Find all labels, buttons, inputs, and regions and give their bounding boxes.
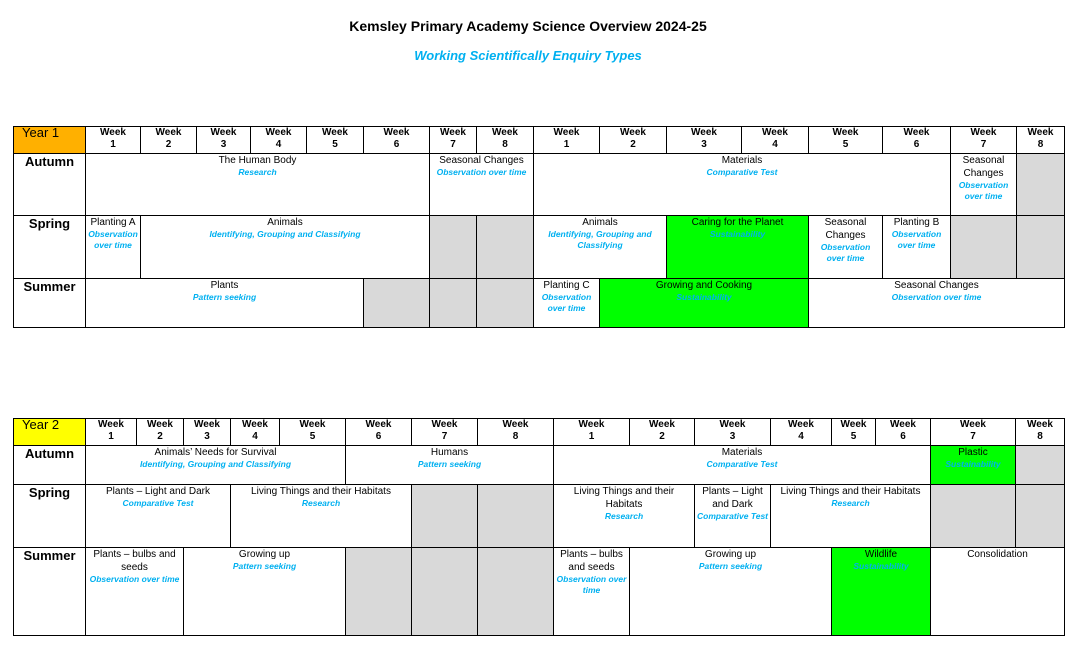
week-header: Week 7 — [951, 127, 1017, 154]
week-header: Week 2 — [630, 419, 695, 446]
week-header: Week 8 — [1016, 419, 1065, 446]
unit-enquiry: Sustainability — [945, 459, 1001, 469]
unit-cell — [534, 154, 951, 216]
empty-cell — [1017, 154, 1065, 216]
unit-cell — [554, 446, 931, 485]
unit-topic: Planting B — [893, 217, 940, 228]
term-spring: Spring — [14, 216, 86, 279]
unit-topic: Living Things and their Habitats — [573, 486, 675, 510]
unit-topic: Growing up — [704, 549, 757, 560]
week-header: Week 1 — [86, 419, 137, 446]
unit-topic: The Human Body — [218, 155, 297, 166]
week-header: Week 1 — [534, 127, 600, 154]
unit-topic: Growing and Cooking — [655, 280, 753, 291]
term-autumn: Autumn — [14, 446, 86, 485]
empty-cell — [931, 485, 1016, 548]
unit-enquiry: Observation over time — [89, 574, 180, 584]
unit-cell — [554, 485, 695, 548]
unit-enquiry: Observation over time — [820, 242, 871, 263]
unit-enquiry: Observation over time — [436, 167, 527, 177]
unit-cell — [534, 279, 600, 328]
week-header: Week 8 — [1017, 127, 1065, 154]
week-header: Week 7 — [430, 127, 477, 154]
page-subtitle: Working Scientifically Enquiry Types — [414, 48, 642, 63]
unit-topic: Living Things and their Habitats — [780, 486, 921, 497]
term-summer: Summer — [14, 548, 86, 636]
empty-cell — [430, 216, 477, 279]
unit-enquiry: Observation over time — [891, 292, 982, 302]
unit-topic: Seasonal Changes — [824, 217, 867, 241]
term-autumn: Autumn — [14, 154, 86, 216]
unit-enquiry: Research — [301, 498, 341, 508]
empty-cell — [477, 279, 534, 328]
unit-topic: Humans — [430, 447, 469, 458]
year1-label: Year 1 — [14, 127, 86, 154]
unit-cell — [231, 485, 412, 548]
unit-cell — [832, 548, 931, 636]
empty-cell — [951, 216, 1017, 279]
week-header: Week 6 — [883, 127, 951, 154]
unit-enquiry: Identifying, Grouping and Classifying — [139, 459, 292, 469]
empty-cell — [1016, 485, 1065, 548]
empty-cell — [477, 216, 534, 279]
week-header: Week 4 — [231, 419, 280, 446]
unit-enquiry: Identifying, Grouping and Classifying — [548, 229, 652, 250]
unit-cell — [771, 485, 931, 548]
unit-cell — [86, 216, 141, 279]
week-header: Week 2 — [600, 127, 667, 154]
week-header: Week 1 — [554, 419, 630, 446]
year2-label: Year 2 — [14, 419, 86, 446]
unit-enquiry: Identifying, Grouping and Classifying — [209, 229, 361, 239]
unit-enquiry: Pattern seeking — [698, 561, 763, 571]
unit-enquiry: Pattern seeking — [232, 561, 297, 571]
unit-topic: Plants — [210, 280, 239, 291]
unit-cell — [667, 216, 809, 279]
unit-enquiry: Comparative Test — [122, 498, 194, 508]
unit-enquiry: Pattern seeking — [192, 292, 257, 302]
unit-cell — [630, 548, 832, 636]
unit-enquiry: Research — [831, 498, 870, 508]
week-header: Week 3 — [184, 419, 231, 446]
unit-enquiry: Research — [238, 167, 277, 177]
unit-topic: Planting A — [90, 217, 136, 228]
empty-cell — [412, 485, 478, 548]
page-title: Kemsley Primary Academy Science Overview 2024-25 — [349, 18, 707, 34]
unit-topic: Plants – Light and Dark — [106, 486, 210, 497]
unit-cell — [430, 154, 534, 216]
unit-cell — [184, 548, 346, 636]
unit-cell — [141, 216, 430, 279]
unit-topic: Plants – bulbs and seeds — [560, 549, 623, 573]
unit-cell — [86, 279, 364, 328]
week-header: Week 5 — [809, 127, 883, 154]
unit-enquiry: Sustainability — [853, 561, 909, 571]
unit-topic: Planting C — [543, 280, 590, 291]
unit-topic: Seasonal Changes — [962, 155, 1005, 179]
week-header: Week 4 — [771, 419, 832, 446]
week-header: Week 1 — [86, 127, 141, 154]
unit-cell — [809, 216, 883, 279]
unit-cell — [931, 446, 1016, 485]
week-header: Week 5 — [832, 419, 876, 446]
unit-enquiry: Research — [604, 511, 644, 521]
unit-cell — [86, 548, 184, 636]
unit-topic: Wildlife — [864, 549, 898, 560]
unit-topic: Materials — [721, 447, 763, 458]
empty-cell — [412, 548, 478, 636]
unit-topic: Caring for the Planet — [691, 217, 784, 228]
empty-cell — [364, 279, 430, 328]
unit-topic: Animals — [582, 217, 618, 228]
unit-enquiry: Observation over time — [891, 229, 942, 250]
unit-cell — [951, 154, 1017, 216]
unit-enquiry: Comparative Test — [697, 511, 769, 521]
week-header: Week 6 — [876, 419, 931, 446]
unit-topic: Plants – bulbs and seeds — [93, 549, 176, 573]
empty-cell — [1016, 446, 1065, 485]
unit-cell — [86, 446, 346, 485]
unit-enquiry: Comparative Test — [706, 167, 778, 177]
week-header: Week 3 — [667, 127, 742, 154]
week-header: Week 4 — [742, 127, 809, 154]
week-header: Week 8 — [478, 419, 554, 446]
unit-cell — [809, 279, 1065, 328]
unit-cell — [931, 548, 1065, 636]
unit-enquiry: Observation over time — [958, 180, 1009, 201]
term-spring: Spring — [14, 485, 86, 548]
unit-topic: Plants – Light and Dark — [702, 486, 763, 510]
unit-topic: Materials — [721, 155, 763, 166]
week-header: Week 3 — [197, 127, 251, 154]
unit-cell — [86, 485, 231, 548]
unit-topic: Living Things and their Habitats — [251, 486, 391, 497]
unit-topic: Consolidation — [967, 549, 1028, 560]
unit-enquiry: Observation over time — [88, 229, 138, 250]
unit-enquiry: Sustainability — [676, 292, 732, 302]
unit-enquiry: Comparative Test — [706, 459, 778, 469]
unit-cell — [86, 154, 430, 216]
unit-cell — [695, 485, 771, 548]
unit-topic: Animals’ Needs for Survival — [154, 447, 277, 458]
unit-cell — [534, 216, 667, 279]
year2-table — [13, 418, 1065, 636]
empty-cell — [478, 485, 554, 548]
week-header: Week 6 — [346, 419, 412, 446]
week-header: Week 7 — [931, 419, 1016, 446]
unit-topic: Plastic — [958, 447, 988, 458]
unit-topic: Animals — [267, 217, 303, 228]
unit-topic: Seasonal Changes — [894, 280, 979, 291]
empty-cell — [430, 279, 477, 328]
week-header: Week 7 — [412, 419, 478, 446]
year1-table — [13, 126, 1065, 328]
week-header: Week 5 — [307, 127, 364, 154]
unit-enquiry: Observation over time — [556, 574, 627, 595]
week-header: Week 5 — [280, 419, 346, 446]
week-header: Week 3 — [695, 419, 771, 446]
week-header: Week 8 — [477, 127, 534, 154]
unit-cell — [346, 446, 554, 485]
unit-enquiry: Observation over time — [541, 292, 592, 313]
unit-enquiry: Sustainability — [709, 229, 766, 239]
unit-cell — [600, 279, 809, 328]
unit-topic: Growing up — [238, 549, 291, 560]
term-summer: Summer — [14, 279, 86, 328]
week-header: Week 6 — [364, 127, 430, 154]
empty-cell — [346, 548, 412, 636]
empty-cell — [478, 548, 554, 636]
week-header: Week 4 — [251, 127, 307, 154]
unit-enquiry: Pattern seeking — [417, 459, 482, 469]
week-header: Week 2 — [137, 419, 184, 446]
empty-cell — [1017, 216, 1065, 279]
week-header: Week 2 — [141, 127, 197, 154]
unit-cell — [883, 216, 951, 279]
unit-topic: Seasonal Changes — [439, 155, 524, 166]
unit-cell — [554, 548, 630, 636]
